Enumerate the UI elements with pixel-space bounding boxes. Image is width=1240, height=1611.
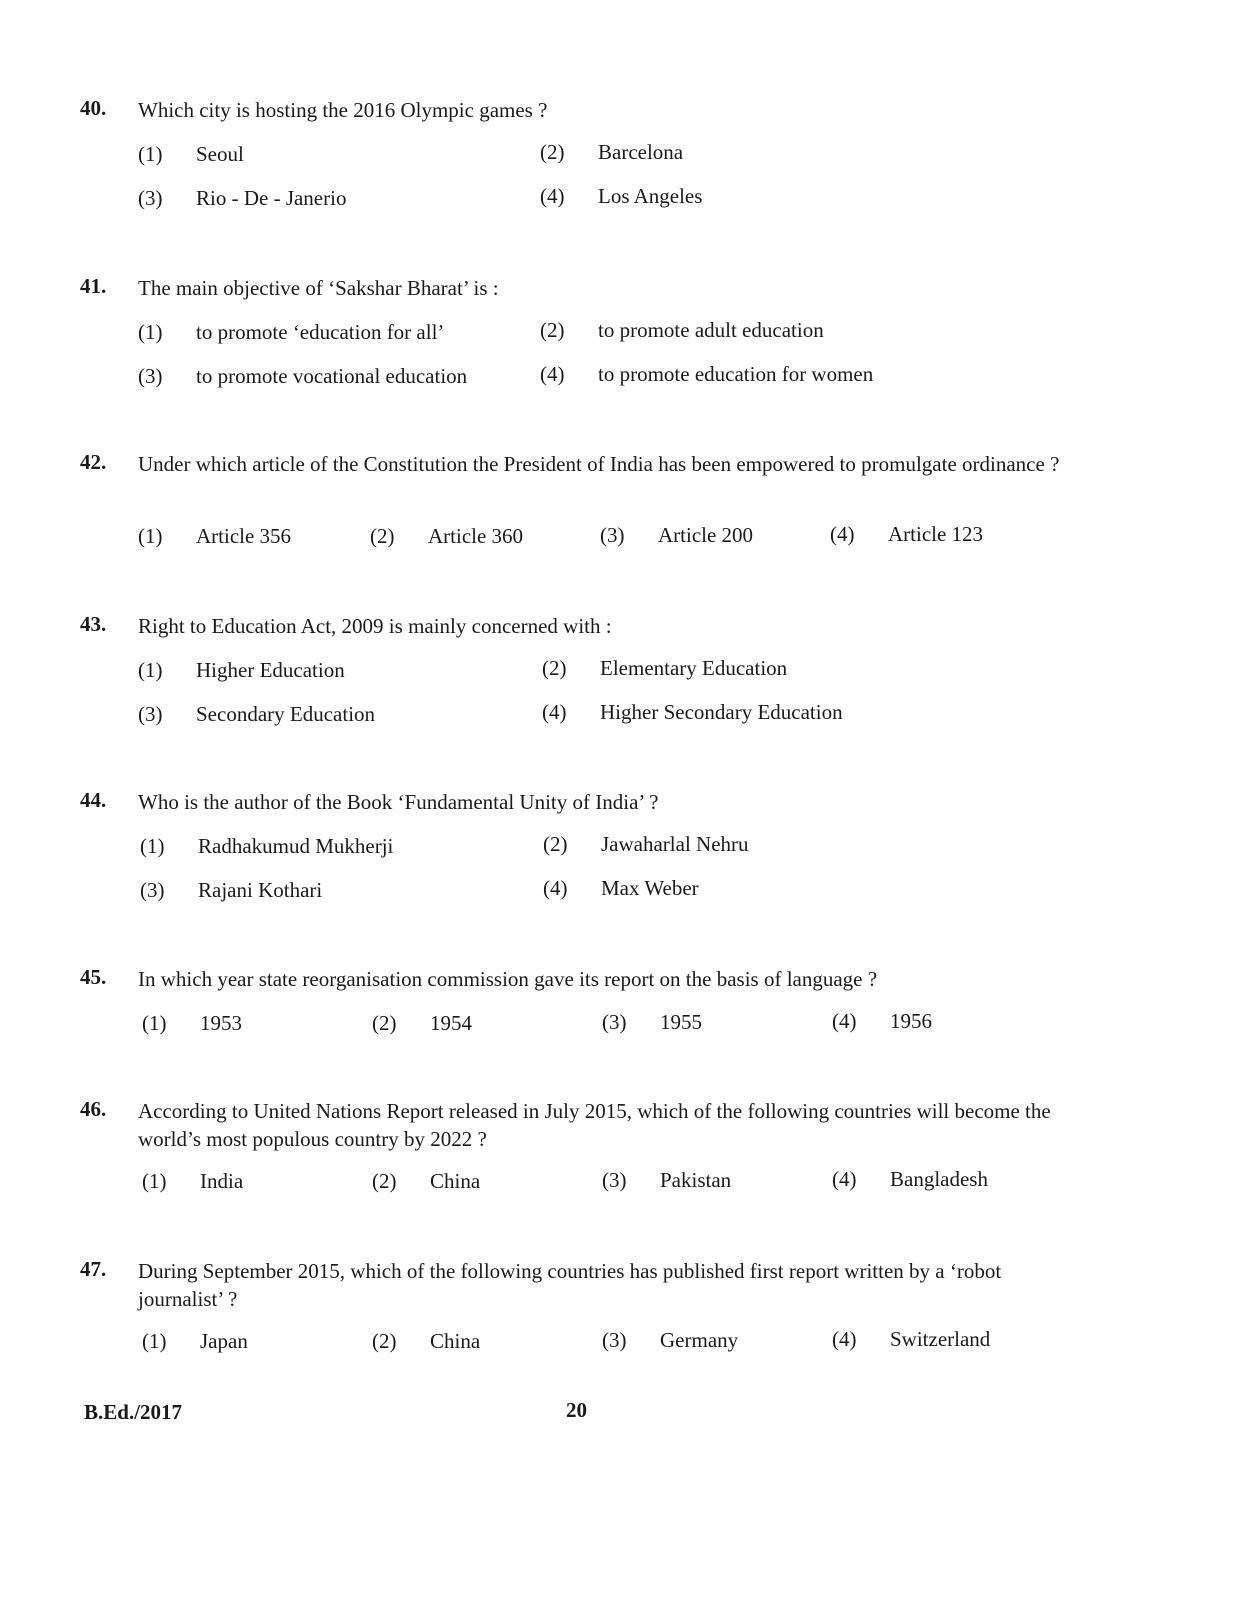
option-number: (1) <box>142 1169 167 1193</box>
question-text: Under which article of the Constitution the President of India has been empowered to promulgate ordinance ? <box>138 452 1060 476</box>
option-text: Article 360 <box>428 524 524 548</box>
option-number: (2) <box>372 1169 397 1193</box>
option-number: (3) <box>138 364 163 388</box>
question-number: 45. <box>80 965 107 989</box>
question-text: According to United Nations Report released in July 2015, which of the following countries will become the world’s most populous country by 2022 ? <box>138 1099 1051 1151</box>
option-number: (2) <box>370 524 395 548</box>
option-text: Rajani Kothari <box>198 878 323 902</box>
question-text: In which year state reorganisation commission gave its report on the basis of language ? <box>138 967 878 991</box>
option-text: Seoul <box>196 142 244 166</box>
option-number: (4) <box>832 1327 857 1351</box>
option-text: Article 200 <box>658 523 754 547</box>
option-text: Bangladesh <box>890 1167 988 1191</box>
option-number: (1) <box>140 834 165 858</box>
option-number: (1) <box>138 142 163 166</box>
option-text: Elementary Education <box>600 656 788 680</box>
option-number: (2) <box>542 656 567 680</box>
option-number: (2) <box>372 1011 397 1035</box>
option-number: (1) <box>142 1011 167 1035</box>
option-text: Pakistan <box>660 1168 732 1192</box>
option-text: to promote vocational education <box>196 364 468 388</box>
option-text: Barcelona <box>598 140 684 164</box>
option-number: (3) <box>138 186 163 210</box>
option-text: to promote education for women <box>598 362 874 386</box>
question-number: 42. <box>80 450 107 474</box>
option-number: (3) <box>602 1010 627 1034</box>
option-number: (3) <box>602 1168 627 1192</box>
exam-code: B.Ed./2017 <box>84 1400 183 1424</box>
option-text: Higher Secondary Education <box>600 700 843 724</box>
option-number: (1) <box>142 1329 167 1353</box>
question-text: Who is the author of the Book ‘Fundamental Unity of India’ ? <box>138 790 659 814</box>
page-number: 20 <box>566 1398 587 1422</box>
option-text: to promote adult education <box>598 318 824 342</box>
option-text: China <box>430 1169 481 1193</box>
option-number: (3) <box>600 523 625 547</box>
option-text: Japan <box>200 1329 248 1353</box>
option-number: (4) <box>540 184 565 208</box>
option-text: 1955 <box>660 1010 702 1034</box>
question-text: The main objective of ‘Sakshar Bharat’ is : <box>138 276 499 300</box>
option-number: (4) <box>540 362 565 386</box>
option-number: (1) <box>138 524 163 548</box>
option-number: (2) <box>540 318 565 342</box>
question-number: 43. <box>80 612 107 636</box>
question-text: Which city is hosting the 2016 Olympic games ? <box>138 98 548 122</box>
option-text: Max Weber <box>601 876 699 900</box>
question-text: Right to Education Act, 2009 is mainly concerned with : <box>138 614 612 638</box>
option-number: (1) <box>138 320 163 344</box>
option-number: (4) <box>832 1167 857 1191</box>
option-number: (2) <box>540 140 565 164</box>
option-text: 1956 <box>890 1009 932 1033</box>
option-text: Germany <box>660 1328 739 1352</box>
option-number: (2) <box>372 1329 397 1353</box>
option-text: Article 356 <box>196 524 292 548</box>
option-number: (4) <box>542 700 567 724</box>
option-text: Rio - De - Janerio <box>196 186 347 210</box>
option-number: (1) <box>138 658 163 682</box>
option-number: (4) <box>832 1009 857 1033</box>
option-number: (2) <box>543 832 568 856</box>
option-text: Radhakumud Mukherji <box>198 834 394 858</box>
option-text: Article 123 <box>888 522 984 546</box>
option-text: to promote ‘education for all’ <box>196 320 445 344</box>
option-text: Secondary Education <box>196 702 376 726</box>
option-text: 1953 <box>200 1011 242 1035</box>
option-number: (4) <box>830 522 855 546</box>
option-number: (3) <box>140 878 165 902</box>
question-text: During September 2015, which of the following countries has published first report written by a ‘robot journalist’ ? <box>138 1259 1002 1311</box>
question-number: 44. <box>80 788 107 812</box>
question-number: 41. <box>80 274 107 298</box>
option-text: China <box>430 1329 481 1353</box>
option-text: Los Angeles <box>598 184 703 208</box>
option-text: 1954 <box>430 1011 472 1035</box>
option-number: (3) <box>138 702 163 726</box>
question-number: 47. <box>80 1257 107 1281</box>
option-number: (3) <box>602 1328 627 1352</box>
option-text: Jawaharlal Nehru <box>601 832 749 856</box>
question-number: 46. <box>80 1097 107 1121</box>
option-text: Switzerland <box>890 1327 991 1351</box>
option-number: (4) <box>543 876 568 900</box>
option-text: Higher Education <box>196 658 345 682</box>
option-text: India <box>200 1169 244 1193</box>
question-number: 40. <box>80 96 107 120</box>
